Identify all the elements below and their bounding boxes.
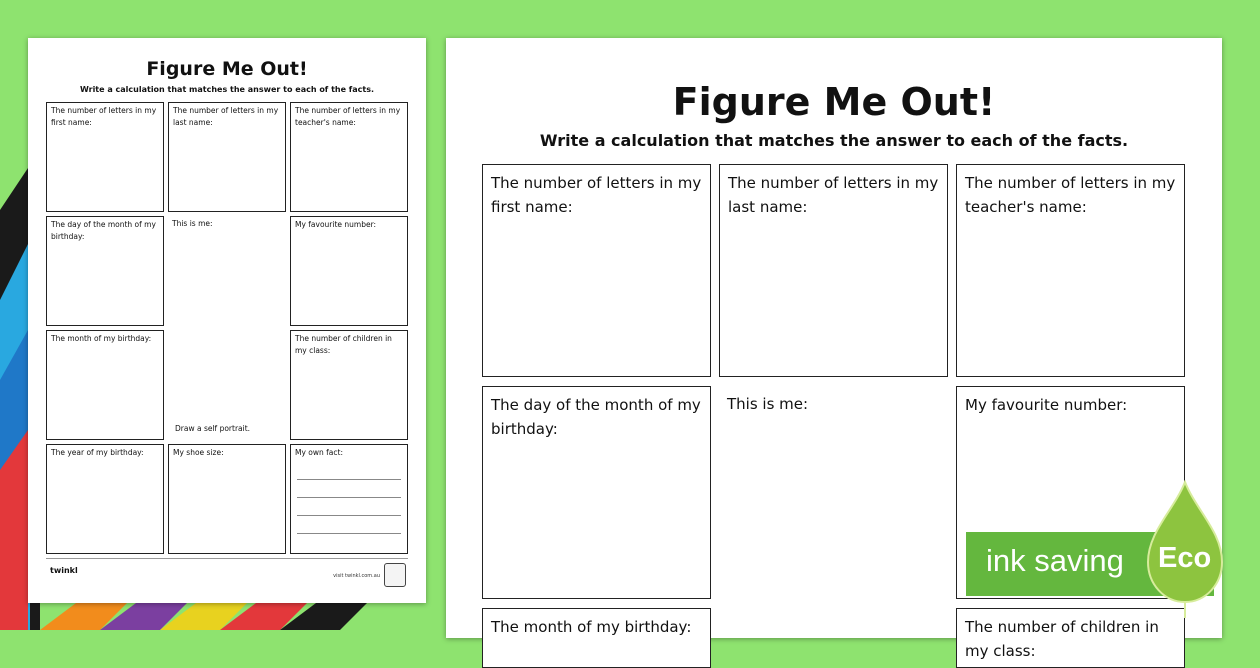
worksheet-footer xyxy=(46,558,408,595)
box-birthday-day xyxy=(482,386,711,599)
self-portrait-label: Draw a self portrait. xyxy=(175,424,251,433)
page-subtitle: Write a calculation that matches the answer to each of the facts. xyxy=(539,131,1129,150)
this-is-me-area xyxy=(719,386,948,599)
writing-line xyxy=(297,533,401,534)
box-label: The number of letters in my first name: xyxy=(491,174,702,216)
box-last-name xyxy=(719,164,948,377)
box-teacher-name xyxy=(956,164,1185,377)
box-label: The day of the month of my birthday: xyxy=(491,396,701,438)
box-label: My favourite number: xyxy=(295,220,377,229)
box-label: The day of the month of my birthday: xyxy=(51,220,156,241)
box-favourite-number xyxy=(290,216,408,326)
box-label: The number of letters in my teacher's name: xyxy=(965,174,1176,216)
page-title: Figure Me Out! xyxy=(672,80,996,124)
box-label: My favourite number: xyxy=(965,396,1128,414)
worksheet-thumbnail xyxy=(28,38,426,603)
box-label: The number of letters in my last name: xyxy=(728,174,939,216)
box-teacher-name xyxy=(290,102,408,212)
box-birthday-day xyxy=(46,216,164,326)
box-label: This is me: xyxy=(172,219,213,228)
eco-ink-saving-badge xyxy=(966,480,1226,620)
box-label: The number of children in my class: xyxy=(965,618,1159,660)
box-birthday-month xyxy=(46,330,164,440)
eco-label: Eco xyxy=(1158,542,1212,574)
writing-line xyxy=(297,515,401,516)
ink-saving-label: ink saving xyxy=(986,543,1124,578)
box-label: The number of children in my class: xyxy=(295,334,392,355)
box-children-in-class xyxy=(290,330,408,440)
writing-line xyxy=(297,497,401,498)
box-own-fact xyxy=(290,444,408,554)
writing-line xyxy=(297,479,401,480)
box-last-name xyxy=(168,102,286,212)
visit-url: visit twinkl.com.au xyxy=(333,573,380,579)
box-label: The month of my birthday: xyxy=(491,618,692,636)
box-label: The year of my birthday: xyxy=(51,448,144,457)
box-label: The number of letters in my teacher's name: xyxy=(295,106,401,127)
box-label: This is me: xyxy=(727,395,809,413)
quality-badge-icon xyxy=(384,563,406,587)
box-label: My shoe size: xyxy=(173,448,224,457)
box-shoe-size xyxy=(168,444,286,554)
box-label: The number of letters in my first name: xyxy=(51,106,157,127)
box-birthday-year xyxy=(46,444,164,554)
self-portrait-area xyxy=(168,216,286,438)
box-label: The number of letters in my last name: xyxy=(173,106,279,127)
twinkl-logo: twinkl xyxy=(50,566,78,575)
box-label: My own fact: xyxy=(295,448,343,457)
box-birthday-month xyxy=(482,608,711,668)
thumbnail-subtitle: Write a calculation that matches the answer to each of the facts. xyxy=(79,85,375,94)
thumbnail-title: Figure Me Out! xyxy=(146,58,308,80)
box-first-name xyxy=(46,102,164,212)
box-first-name xyxy=(482,164,711,377)
box-label: The month of my birthday: xyxy=(51,334,152,343)
